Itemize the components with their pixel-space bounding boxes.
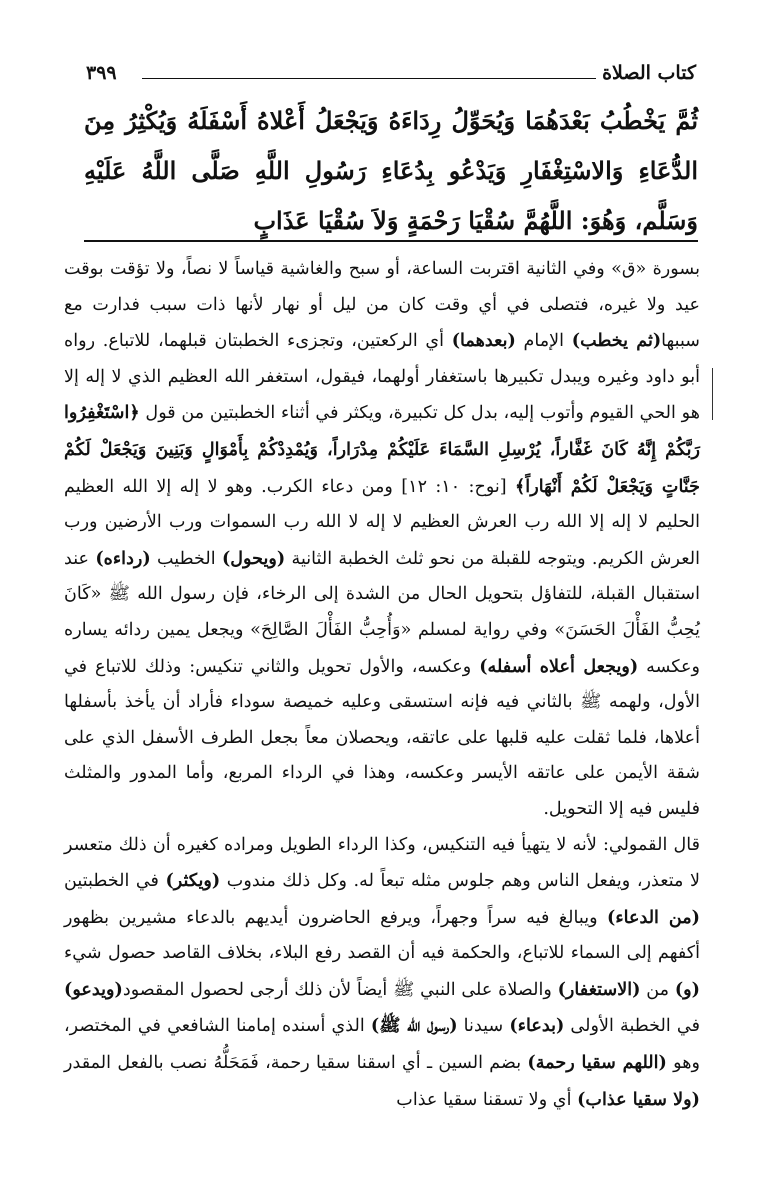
page-number: ٣٩٩	[86, 62, 117, 84]
matn-quote: (بعدهما)	[451, 330, 516, 352]
matn-quote: (ويدعو)	[64, 978, 123, 1000]
matn-quote: (ويجعل أعلاه أسفله)	[479, 655, 639, 677]
matn-separator-rule	[84, 240, 698, 242]
matn-quote: (ويكثر)	[165, 870, 221, 892]
commentary-text: سيدنا	[457, 1016, 510, 1037]
commentary-text: الذي أسنده إمامنا الشافعي في المختصر، وهو	[64, 1016, 700, 1074]
running-title: كتاب الصلاة	[602, 62, 696, 84]
commentary-text: أي ولا تسقنا سقيا عذاب	[396, 1089, 578, 1110]
commentary-text: الإمام	[515, 331, 572, 352]
matn-quote: (و)	[674, 978, 700, 1000]
page-header	[86, 60, 696, 88]
commentary-text: [نوح: ١٠: ١٢] ومن دعاء الكرب. وهو لا إله إلا الله العظيم الحليم لا إله إلا الله رب العرش العظيم لا إله لا الله رب السموات ورب الأرضين ورب العرش الكريم. ويتوجه للقبلة من نحو ثلث الخطبة الثانية	[64, 476, 701, 569]
commentary-paragraph-1	[64, 252, 700, 828]
commentary-text: قال القمولي: لأنه لا يتهيأ فيه التنكيس، وكذا الرداء الطويل ومراده كغيره أن ذلك متعسر لا متعذر، ويفعل الناس وهم جلوس مثله تبعاً له. وكل ذلك مندوب	[64, 834, 700, 892]
matn-quote: (رداءه)	[95, 547, 151, 569]
matn-quote: (بدعاء)	[509, 1015, 565, 1037]
matn-quote: (ويحول)	[221, 547, 286, 569]
quran-verse: ﴿اسْتَغْفِرُوا رَبَّكُمْ إِنَّهُ كَانَ غَفَّاراً، يُرْسِلِ السَّمَاءَ عَلَيْكُمْ مِدْرَاراً، وَيُمْدِدْكُمْ بِأَمْوَالٍ وَبَنِينَ وَيَجْعَلْ لَكُمْ جَنَّاتٍ وَيَجْعَلْ لَكُمْ أَنْهَاراً﴾	[64, 402, 700, 497]
matn-quote: (رسول الله ﷺ)	[370, 1015, 458, 1037]
matn-quote: (الاستغفار)	[557, 978, 641, 1000]
commentary-text: عند استقبال القبلة، للتفاؤل بتحويل الحال من الشدة إلى الرخاء، فإن رسول الله ﷺ «كَانَ يُحِبُّ الفَأْلَ الحَسَنَ» وفي رواية لمسلم «وَأُحِبُّ الفَأْلَ الصَّالِحَ» ويجعل يمين ردائه يساره وعكسه	[64, 548, 700, 677]
commentary-text: والصلاة على النبي ﷺ أيضاً لأن ذلك أرجى لحصول المقصود	[122, 979, 558, 1000]
matn-quote: (ولا سقيا عذاب)	[577, 1088, 700, 1110]
commentary-text: في الخطبتين	[64, 871, 166, 892]
commentary-text: أي الركعتين، وتجزىء الخطبتان قبلهما، للاتباع. رواه أبو داود وغيره ويبدل تكبيرها باستغفار أولهما، فيقول، استغفر الله العظيم الذي لا إله إلا هو الحي القيوم وأتوب إليه، بدل كل تكبيرة، ويكثر في أثناء الخطبتين من قول	[64, 331, 700, 424]
header-rule	[142, 78, 596, 79]
commentary-text: بضم السين ـ أي اسقنا سقيا رحمة، فَمَحَلُّهُ نصب بالفعل المقدر	[64, 1053, 528, 1074]
commentary-text: وعكسه، والأول تحويل والثاني تنكيس: وذلك للاتباع في الأول، ولهمه ﷺ بالثاني فيه فإنه استسقى وعليه خميصة سوداء فأراد أن يأخذ بأسفلها أعلاها، فلما ثقلت عليه قلبها على عاتقه، ويحصلان معاً بجعل الطرف الأسفل الذي على شقة الأيمن على عاتقه الأيسر وعكسه، وهذا في الرداء المربع، وأما المدور والمثلث فليس فيه إلا التحويل.	[64, 656, 700, 819]
margin-mark	[712, 368, 713, 420]
matn-quote: (اللهم سقيا رحمة)	[527, 1052, 667, 1074]
commentary-text: من	[640, 979, 675, 1000]
matn-quote: (من الدعاء)	[607, 906, 701, 928]
commentary-text: في الخطبة الأولى	[564, 1016, 701, 1037]
commentary-text: ويبالغ فيه سراً وجهراً، ويرفع الحاضرون أيديهم بالدعاء مشيرين بظهور أكفهم إلى السماء للاتباع، والحكمة فيه أن القصد رفع البلاء، بخلاف القاصد حصول شيء	[64, 907, 700, 964]
commentary-paragraph-2	[64, 828, 700, 1119]
commentary-text: الخطيب	[150, 548, 222, 569]
commentary-text: بسورة «ق» وفي الثانية اقتربت الساعة، أو سبح والغاشية قياساً لا نصاً، ولا تؤقت بوقت عيد ولا غيره، فتصلى في أي وقت كان من ليل أو نهار لأنها ذات سبب فدارت مع سببها	[64, 259, 701, 352]
matn-quote: (ثم يخطب)	[571, 330, 662, 352]
commentary	[64, 252, 700, 1118]
matn-text: ثُمَّ يَخْطُبُ بَعْدَهُمَا وَيُحَوِّلُ رِدَاءَهُ وَيَجْعَلُ أَعْلاهُ أَسْفَلَهُ وَيُكْثِرُ مِنَ الدُّعَاءِ وَالاسْتِغْفَارِ وَيَدْعُو بِدُعَاءِ رَسُولِ اللَّهِ صَلَّى اللَّهُ عَلَيْهِ وَسَلَّم، وَهُوَ: اللَّهُمَّ سُقْيَا رَحْمَةٍ وَلاَ سُقْيَا عَذَابٍ	[84, 106, 699, 235]
